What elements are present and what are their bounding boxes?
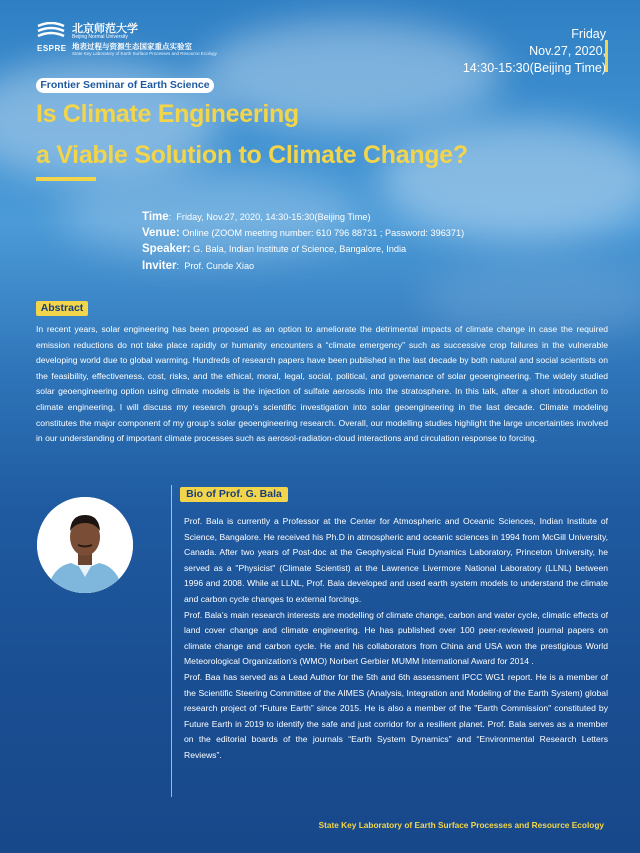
- inviter-value: Prof. Cunde Xiao: [184, 261, 255, 271]
- date-date: Nov.27, 2020,: [529, 44, 606, 58]
- abstract-text: In recent years, solar engineering has been proposed as an option to ameliorate the detrimental impacts of climate change in case the required emission reductions do not take place rapidly or humanity encounters a “climate emergency” such as successive crop failures in the vulnerable developing world due to global warming. Hundreds of research papers have been published in the last decade by both natural and social scientists on the feasibility, effectiveness, cost, risks, and the ethical, moral, legal, social, political, and governance of solar geoengineering. The widely studied solar geoengineering option using climate models is the injection of sulfate aerosols into the stratosphere. In this talk, after a short introduction to climate engineering, I will discuss my research group’s scientific investigation into solar geoengineering in the last decade. Climate modeling constitutes the major component of my group’s solar geoengineering research. Overall, our modelling studies highlight the large uncertainties involved in our understanding of important climate processes such as aerosol-radiation-cloud interactions and circulation response to forcing.: [36, 324, 608, 444]
- lab-name-cn: 地表过程与资源生态国家重点实验室: [72, 42, 192, 51]
- footer-lab-name: State Key Laboratory of Earth Surface Processes and Resource Ecology: [318, 820, 604, 830]
- seminar-tag: Frontier Seminar of Earth Science: [36, 78, 214, 93]
- page-title-line1: Is Climate Engineering: [36, 100, 299, 128]
- bio-paragraph-1: Prof. Bala is currently a Professor at the Center for Atmospheric and Oceanic Sciences, Indian Institute of Science, Bangalore. He received his Ph.D in atmospheric and oceanic sciences in 1994 from McGill University, Canada. After two years of Post-doc at the Geophysical Fluid Dynamics Laboratory, Princeton University, he served as a "Physicist" (Climate Scientist) at the Lawrence Livermore National Laboratory (LLNL) between 1996 and 2008. While at LLNL, Prof. Bala developed and used earth system models to understand the climate and carbon cycle changes to external forcings.: [184, 516, 608, 604]
- time-value: Friday, Nov.27, 2020, 14:30-15:30(Beijing Time): [176, 212, 371, 222]
- espre-logo-icon: [36, 22, 66, 40]
- speaker-label: Speaker:: [142, 243, 191, 255]
- venue-label: Venue:: [142, 227, 180, 239]
- speaker-value: G. Bala, Indian Institute of Science, Bangalore, India: [193, 244, 407, 254]
- date-time: 14:30-15:30(Beijing Time): [462, 61, 606, 75]
- title-underline: [36, 177, 96, 181]
- info-time: Time: Friday, Nov.27, 2020, 14:30-15:30(Beijing Time): [142, 211, 371, 223]
- cloud-decoration: [380, 120, 640, 240]
- info-speaker: [142, 243, 406, 255]
- speaker-portrait-icon: [37, 497, 133, 593]
- time-label: Time: [142, 211, 169, 223]
- date-day: Friday: [571, 27, 606, 41]
- bio-text: [184, 514, 608, 764]
- abstract-heading: Abstract: [36, 301, 88, 316]
- university-name-en: Beijing Normal University: [72, 34, 128, 40]
- info-venue: [142, 227, 464, 239]
- inviter-label: Inviter: [142, 260, 177, 272]
- espre-logo-text: ESPRE: [37, 44, 67, 53]
- info-inviter: Inviter: Prof. Cunde Xiao: [142, 260, 255, 272]
- bio-heading: Bio of Prof. G. Bala: [180, 487, 288, 502]
- speaker-photo: [37, 497, 133, 593]
- bio-divider: [171, 485, 172, 797]
- page-title-line2: a Viable Solution to Climate Change?: [36, 141, 468, 169]
- university-name-cn: 北京师范大学: [72, 22, 138, 35]
- bio-paragraph-2: Prof. Bala’s main research interests are modelling of climate change, carbon and water cycle, climatic effects of land cover change and climate engineering. He has published over 100 peer-reviewed journal papers on climate change and carbon cycle. He and his collaborators from China and USA won the prestigious World Meteorological Organization’s (WMO) Norbert Gerbier MUMM International Award for 2014 .: [184, 609, 608, 667]
- venue-value: Online (ZOOM meeting number: 610 796 88731 ; Password: 396371): [182, 228, 465, 238]
- date-block: [463, 26, 606, 77]
- bio-paragraph-3: Prof. Baa has served as a Lead Author for the 5th and 6th assessment IPCC WG1 report. He is a member of the Scientific Steering Committee of the AIMES (Analysis, Integration and Modeling of the Earth System) global research project of “Future Earth” since 2015. He is also a member of the "Earth Commission" constituted by Future Earth in 2019 to identify the safe and just corridor for a resilient planet. Prof. Bala serves as a member on the editorial boards of the journals “Earth System Dynamics” and “Environmental Research Letters Reviews”.: [184, 671, 608, 760]
- lab-name-en: State Key Laboratory of Earth Surface Processes and Resource Ecology: [72, 51, 217, 56]
